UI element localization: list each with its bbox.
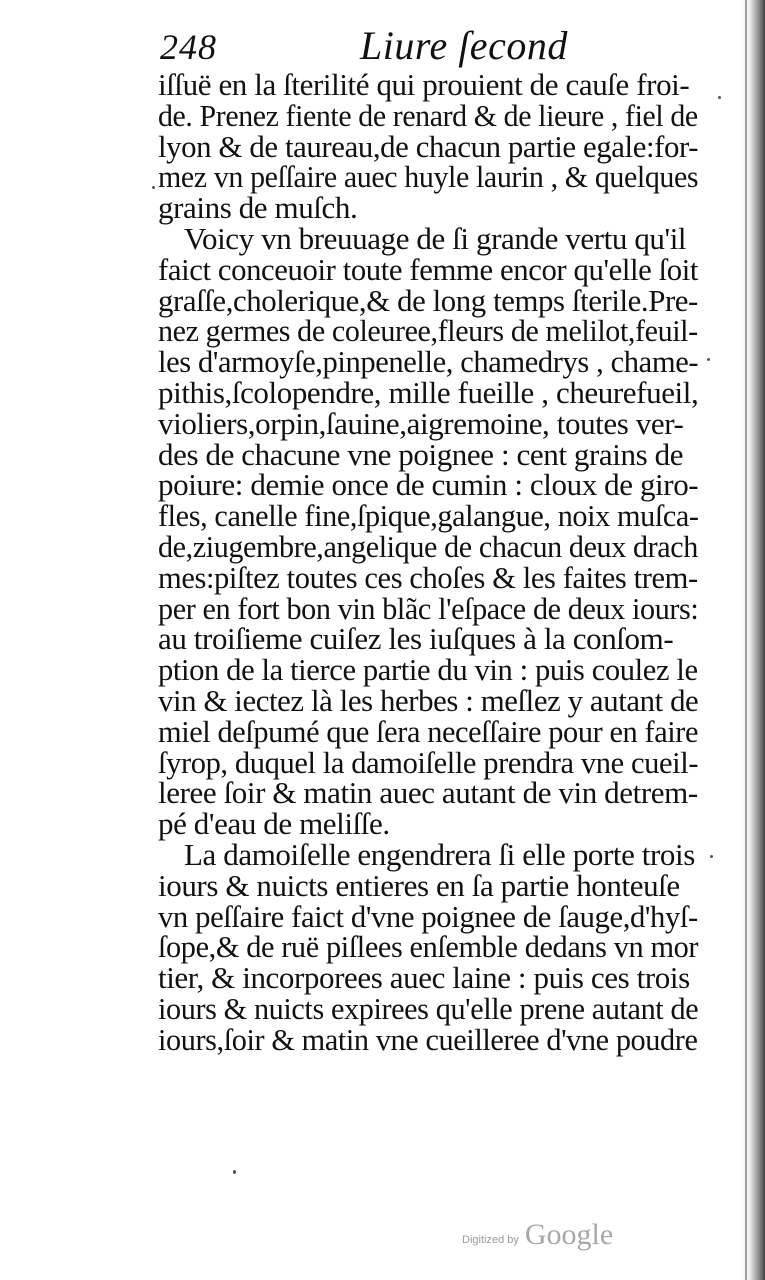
text-line: iſſuë en la ſterilité qui prouient de cauſe froi- [158,67,690,102]
text-line: Voicy vn breuuage de ſi grande vertu qu'il [184,220,687,256]
text-line: grains de muſch. [158,190,358,226]
text-line: nez germes de coleuree,fleurs de melilot,feuil- [158,313,698,349]
watermark-prefix: Digitized by [462,1234,519,1246]
scan-speck [152,186,155,189]
google-logo: Google [524,1218,614,1251]
text-line: les d'armoyſe,pinpenelle, chamedrys , chame- [158,344,699,380]
text-line: iours,ſoir & matin vne cueilleree d'vne poudre [158,1021,698,1057]
text-line: au troiſieme cuiſez les iuſques à la conſom- [158,621,674,657]
text-line: ption de la tierce partie du vin : puis coulez le [158,652,698,688]
page-number: 248 [160,27,217,67]
text-line: violiers,orpin,ſauine,aigremoine, toutes ver- [158,405,684,441]
text-line: iours & nuicts expirees qu'elle prene autant de [158,990,699,1026]
text-line: per en fort bon vin blãc l'eſpace de deux iours: [158,590,699,626]
text-line: de. Prenez fiente de renard & de lieure , fiel de [158,97,698,133]
text-line: pithis,ſcolopendre, mille fueille , cheurefueil, [158,374,699,410]
text-line: graſſe,cholerique,& de long temps ſterile.Pre- [158,282,698,318]
scan-speck [710,855,713,858]
text-line: leree ſoir & matin auec autant de vin detrem- [158,775,698,811]
text-line: miel deſpumé que ſera neceſſaire pour en faire [158,713,699,749]
digitized-watermark [462,1212,613,1252]
body-text [158,67,699,1057]
text-line: des de chacune vne poignee : cent grains de [158,436,684,472]
scan-speck [707,358,710,361]
text-line: ſope,& de ruë piſlees enſemble dedans vn mor [158,929,699,965]
text-line: faict conceuoir toute femme encor qu'elle ſoit [158,251,699,287]
text-line: ſyrop, duquel la damoiſelle prendra vne cueil- [158,744,699,780]
scan-speck [233,1170,236,1174]
text-line: de,ziugembre,angelique de chacun deux drach [158,528,698,564]
text-line: fles, canelle fine,ſpique,galangue, noix muſca- [158,498,699,534]
text-line: mez vn peſſaire auec huyle laurin , & quelques [158,159,699,195]
text-line: mes:piſtez toutes ces choſes & les faites trem- [158,559,698,595]
running-title: Liure ſecond [360,23,568,68]
text-line: vin & iectez là les herbes : meſlez y autant de [158,682,699,718]
text-line: vn peſſaire faict d'vne poignee de ſauge,d'hyſ- [158,898,698,934]
scan-speck [718,96,721,99]
page-edge-line [745,0,747,1280]
text-line: lyon & de taureau,de chacun partie egale:for- [158,128,699,164]
page-header [160,22,690,66]
page-edge-shadow [739,0,765,1280]
text-line: tier, & incorporees auec laine : puis ces trois [158,960,690,996]
text-line: La damoiſelle engendrera ſi elle porte trois [184,836,695,872]
text-line: pé d'eau de meliſſe. [158,806,390,842]
text-line: iours & nuicts entieres en ſa partie honteuſe [158,867,680,903]
text-line: poiure: demie once de cumin : cloux de giro- [158,467,699,503]
